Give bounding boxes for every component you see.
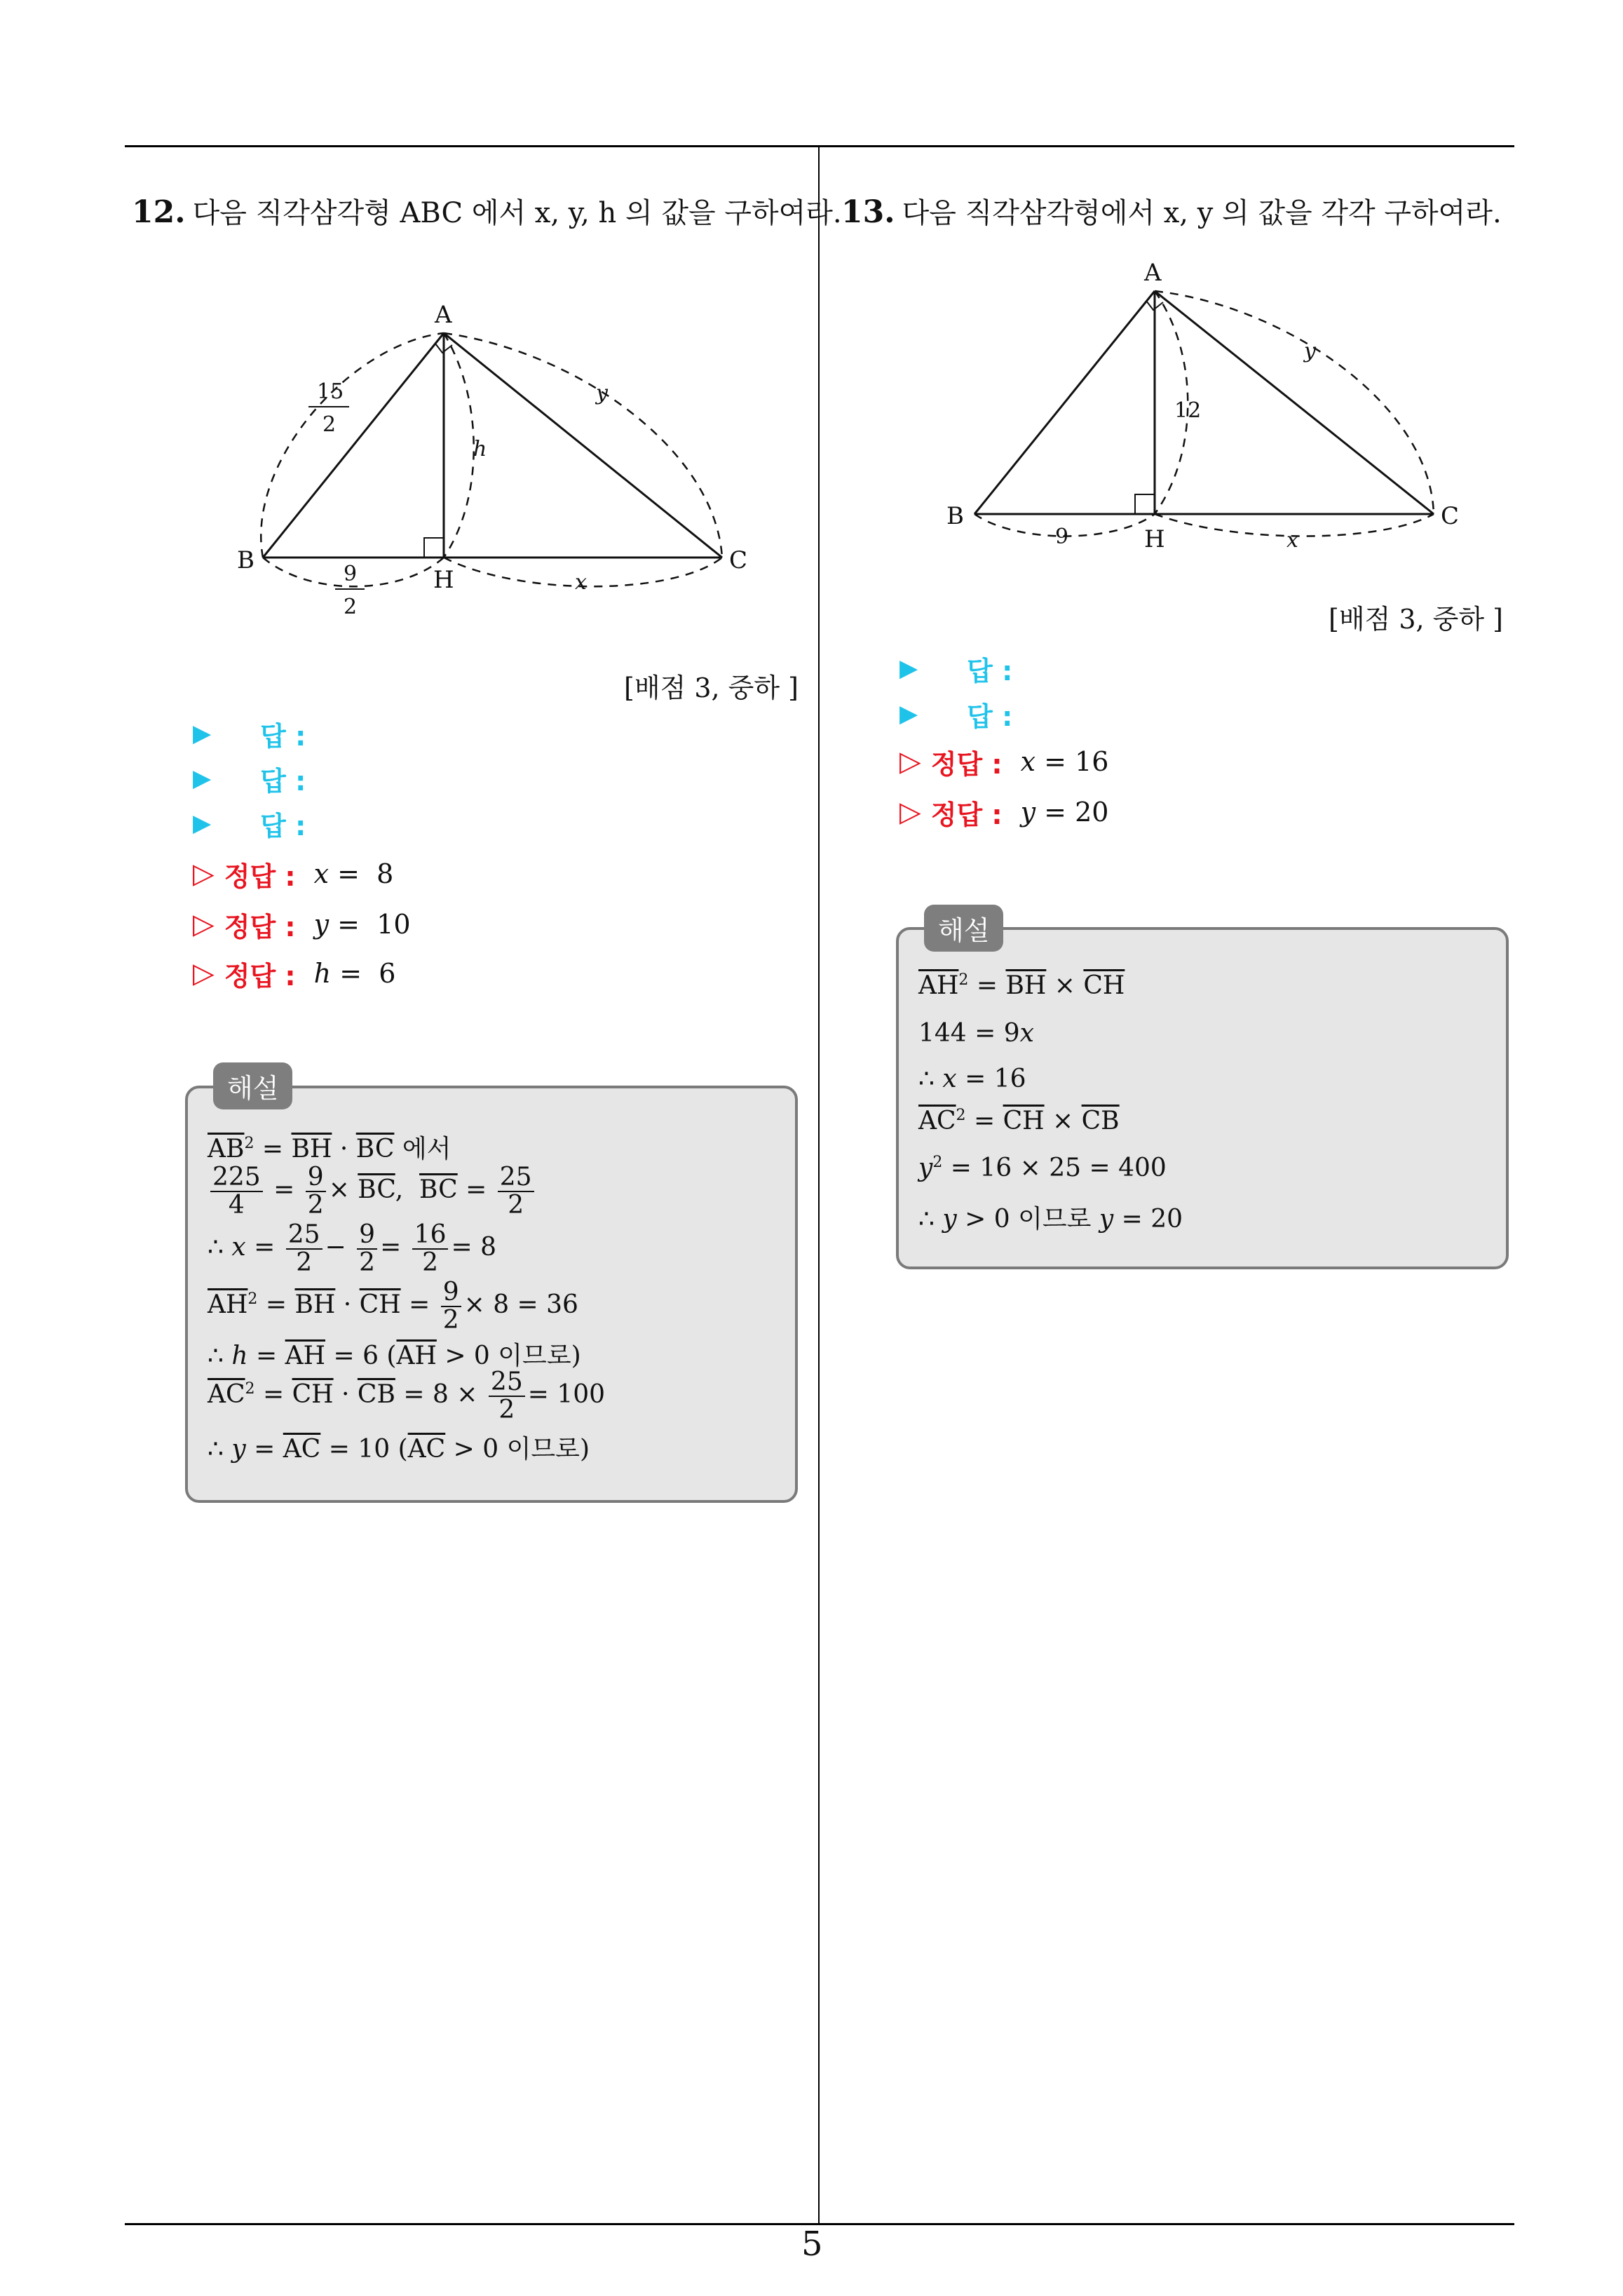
- q13-label-9: 9: [1055, 525, 1069, 549]
- q12-solution-line-2: $\frac{225}{4}$ = $\frac{9}{2}$ × $\overline{BC}$, $\overline{BC}$ = $\frac{25}{2}$: [208, 1164, 537, 1219]
- q12-number: 12.: [132, 194, 186, 230]
- q12-answer-label-3: 답 :: [260, 810, 306, 842]
- play-icon: ▶: [899, 654, 918, 682]
- play-icon: ▶: [193, 809, 212, 837]
- q12-side-ab: [263, 333, 444, 558]
- q13-solution-line-4: $\overline{AC}^2 = \overline{CH} \times \overline{CB}$: [918, 1107, 1120, 1135]
- q12-solution-line-1: $\overline{AB}^2 = \overline{BH} \cdot \overline{BC}$ 에서: [208, 1135, 451, 1163]
- q13-vertex-a: A: [1144, 259, 1162, 287]
- q12-answer-blank-1[interactable]: [193, 714, 306, 753]
- play-icon: ▶: [193, 764, 212, 792]
- play-icon: ▶: [899, 700, 918, 728]
- q13-right-angle-h: [1135, 494, 1155, 514]
- q12-triangle-figure: [224, 288, 771, 645]
- q12-answer-blank-2[interactable]: [193, 759, 306, 798]
- column-divider: [818, 145, 820, 2223]
- q13-header: [841, 191, 1502, 231]
- q12-label-ab-numerator: 15: [317, 379, 344, 404]
- q12-correct-answer-3: [193, 954, 395, 993]
- q13-vertex-b: B: [946, 502, 964, 530]
- q13-answer-blank-2[interactable]: [899, 694, 1012, 734]
- q12-correct-value-2: y = 10: [313, 909, 411, 940]
- q13-correct-answer-2: [899, 792, 1108, 832]
- q12-label-x: x: [575, 570, 587, 595]
- triangle-outline-icon: ▷: [193, 957, 215, 990]
- q13-label-x: x: [1286, 528, 1298, 553]
- q13-solution-line-3: ∴ x = 16: [918, 1065, 1026, 1093]
- q12-vertex-c: C: [729, 546, 748, 574]
- q12-correct-label-2: 정답 :: [224, 911, 296, 943]
- q12-answer-blank-3[interactable]: [193, 804, 306, 843]
- q12-correct-value-3: h = 6: [313, 958, 396, 989]
- q12-solution-title: 해설: [213, 1062, 292, 1109]
- q13-marks: [배점 3, 중하 ]: [1329, 604, 1503, 635]
- q12-solution-line-3: ∴ x = $\frac{25}{2}$ − $\frac{9}{2}$ = $\frac{16}{2}$ = 8: [208, 1220, 496, 1277]
- q13-number: 13.: [841, 194, 895, 230]
- q13-label-y: y: [1304, 339, 1316, 363]
- q13-solution-line-5: $y^2 = 16 \times 25 = 400$: [918, 1154, 1167, 1182]
- q12-label-bh-denominator: 2: [344, 595, 358, 619]
- q12-arc-ah: [444, 333, 474, 558]
- q13-solution-title: 해설: [924, 905, 1003, 952]
- q13-correct-label-1: 정답 :: [930, 748, 1003, 780]
- q12-answer-label-2: 답 :: [260, 765, 306, 797]
- q13-vertex-h: H: [1144, 525, 1165, 553]
- q12-vertex-b: B: [237, 546, 254, 574]
- q13-answer-label-1: 답 :: [967, 655, 1013, 687]
- q12-vertex-h: H: [433, 566, 454, 594]
- q12-answer-label-1: 답 :: [260, 720, 306, 752]
- q12-label-bh-numerator: 9: [344, 562, 358, 586]
- q13-answer-label-2: 답 :: [967, 701, 1013, 732]
- q12-label-y: y: [596, 381, 608, 405]
- q13-solution-line-1: $\overline{AH}^2 = \overline{BH} \times \overline{CH}$: [918, 971, 1125, 1000]
- q12-vertex-a: A: [435, 301, 452, 329]
- q13-correct-value-2: y = 20: [1020, 797, 1109, 828]
- q13-label-12: 12: [1174, 398, 1202, 423]
- q13-solution-line-6: ∴ y > 0 이므로 y = 20: [918, 1205, 1183, 1234]
- triangle-outline-icon: ▷: [193, 858, 215, 890]
- q13-correct-answer-1: [899, 742, 1108, 781]
- triangle-outline-icon: ▷: [899, 796, 921, 828]
- q13-solution-line-2: 144 = 9x: [918, 1019, 1034, 1048]
- triangle-outline-icon: ▷: [899, 745, 921, 778]
- play-icon: ▶: [193, 720, 212, 748]
- q12-solution-line-6: $\overline{AC}^2 = \overline{CH} \cdot \overline{CB} = 8$ × $\frac{25}{2}$ = 100: [208, 1368, 606, 1424]
- q12-question: 다음 직각삼각형 ABC 에서 x, y, h 의 값을 구하여라.: [192, 197, 842, 229]
- q12-solution-line-7: ∴ $y = \overline{AC} = 10$ ($\overline{AC} > 0$ 이므로): [208, 1435, 590, 1464]
- q13-correct-value-1: x = 16: [1020, 746, 1109, 777]
- q12-correct-answer-1: [193, 854, 393, 893]
- q12-solution-line-4: $\overline{AH}^2 = \overline{BH} \cdot \overline{CH}$ = $\frac{9}{2}$ × 8 = 36: [208, 1278, 578, 1335]
- q13-correct-label-2: 정답 :: [930, 799, 1003, 830]
- q13-side-ab: [975, 291, 1155, 514]
- q12-correct-label-1: 정답 :: [224, 860, 296, 892]
- q12-correct-value-1: x = 8: [313, 858, 394, 889]
- page-number: 5: [801, 2224, 823, 2264]
- q13-answer-blank-1[interactable]: [899, 649, 1012, 688]
- triangle-outline-icon: ▷: [193, 908, 215, 940]
- q12-solution-line-5: ∴ $h = \overline{AH} = 6$ ($\overline{AH} > 0$ 이므로): [208, 1342, 581, 1370]
- q13-question: 다음 직각삼각형에서 x, y 의 값을 각각 구하여라.: [902, 197, 1502, 229]
- q12-label-ab-denominator: 2: [322, 412, 337, 437]
- q12-label-h: h: [473, 437, 487, 461]
- q12-right-angle-h: [424, 538, 444, 558]
- q13-triangle-figure: [939, 249, 1486, 565]
- q12-marks: [배점 3, 중하 ]: [624, 673, 799, 703]
- q12-correct-answer-2: [193, 905, 411, 944]
- q13-vertex-c: C: [1441, 502, 1460, 530]
- q12-correct-label-3: 정답 :: [224, 960, 296, 992]
